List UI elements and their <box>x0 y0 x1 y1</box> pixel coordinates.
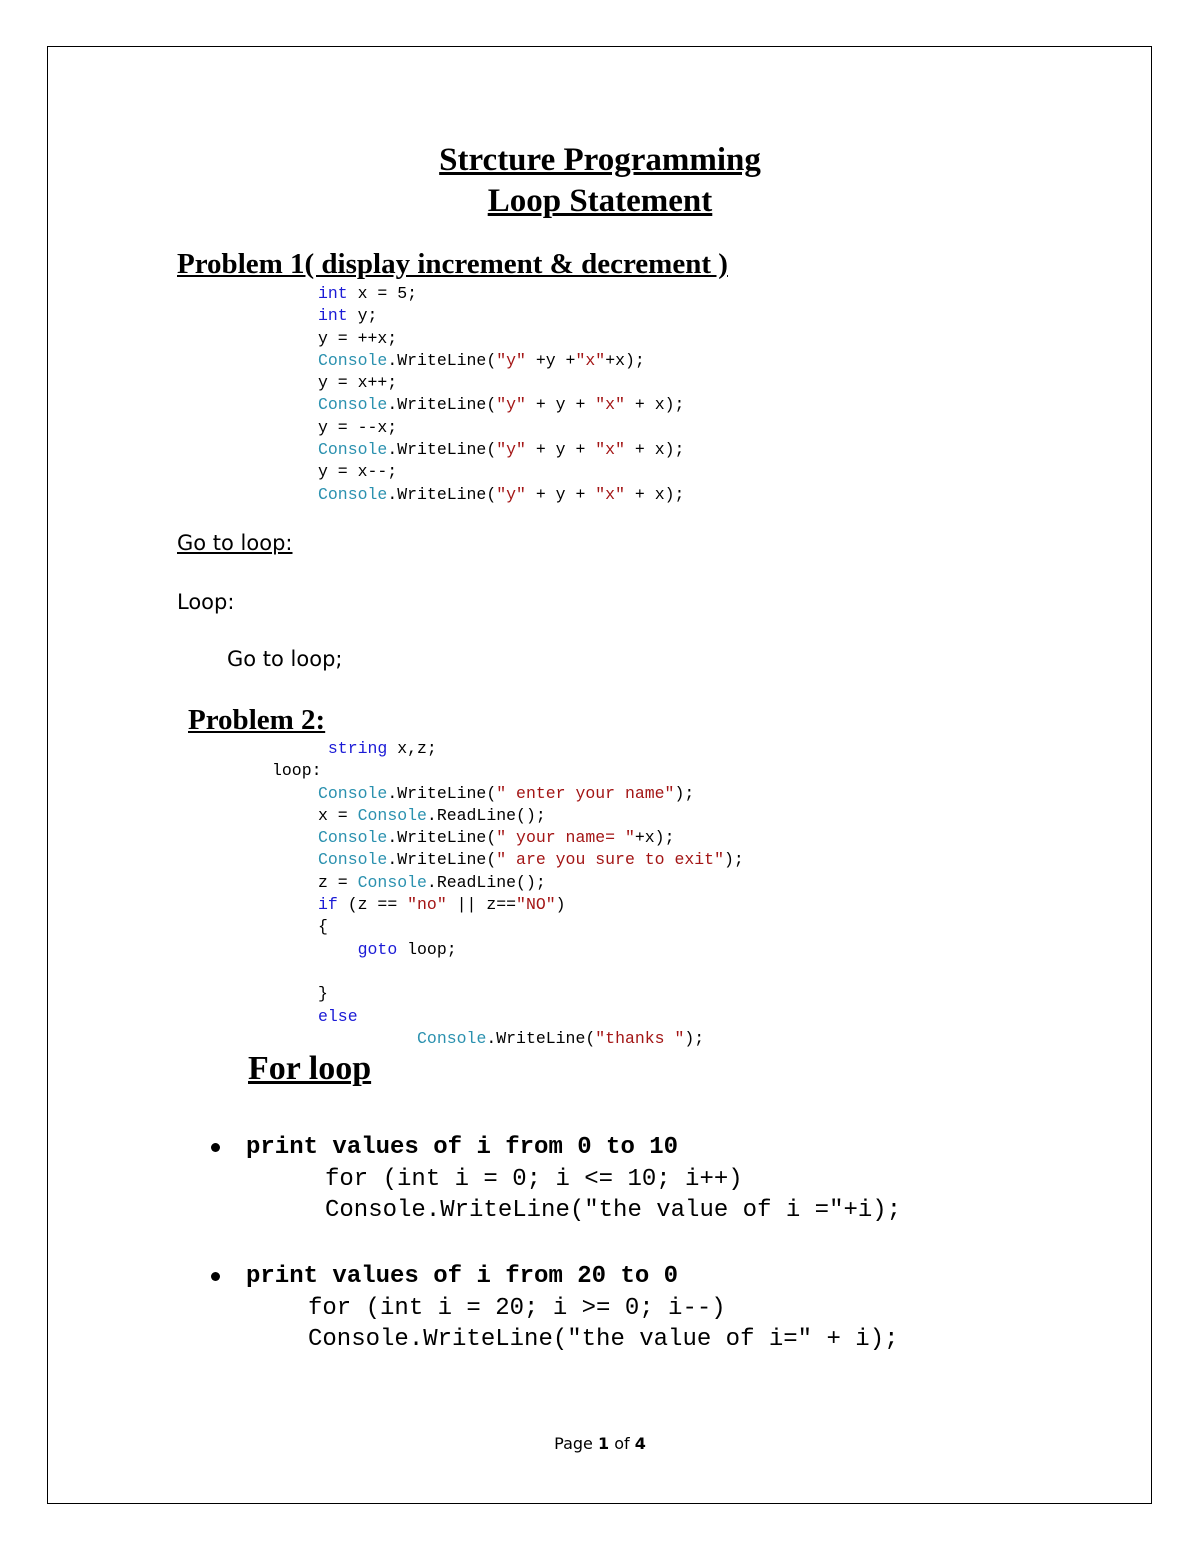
bullet-icon <box>211 1143 220 1152</box>
code-token: .ReadLine(); <box>426 872 546 892</box>
code-token: y = x++; <box>318 373 398 393</box>
goto-section-label: Go to loop: <box>177 531 293 555</box>
code-line <box>318 983 744 1005</box>
code-token: " your name= " <box>496 828 635 848</box>
code-token: ); <box>723 850 744 870</box>
code-token: "y" <box>496 395 526 415</box>
code-token: Console <box>318 484 388 504</box>
code-token: Console <box>318 783 388 803</box>
code-token: x = <box>318 805 358 825</box>
code-token: " enter your name" <box>496 783 675 803</box>
code-token: "x" <box>595 395 625 415</box>
code-token: "NO" <box>516 895 556 915</box>
code-token: .WriteLine( <box>387 850 497 870</box>
code-line <box>318 439 684 461</box>
code-line <box>318 461 684 483</box>
code-line <box>318 827 744 849</box>
code-line <box>318 417 684 439</box>
problem2-heading: Problem 2: <box>188 704 326 736</box>
code-token: + x); <box>624 395 685 415</box>
code-line <box>318 350 684 372</box>
code-line <box>318 961 744 983</box>
code-token: Console <box>318 828 388 848</box>
code-line <box>318 283 684 305</box>
code-token: ) <box>555 895 566 915</box>
code-token <box>318 739 328 758</box>
code-token: .ReadLine(); <box>426 805 546 825</box>
code-token: "x" <box>595 484 625 504</box>
code-token: .WriteLine( <box>486 1028 596 1048</box>
code-token: + y + <box>525 395 596 415</box>
code-token: string <box>327 739 388 758</box>
code-token: x = 5; <box>347 284 418 303</box>
code-line <box>318 1028 744 1050</box>
code-token: Console <box>318 440 388 460</box>
code-token: + x); <box>624 484 685 504</box>
code-token: y = --x; <box>318 417 398 437</box>
code-token: + y + <box>525 484 596 504</box>
code-line <box>272 760 744 782</box>
code-token: Console <box>318 395 388 415</box>
code-token: .WriteLine( <box>387 783 497 803</box>
problem2-code-block <box>272 738 744 1050</box>
code-line <box>318 916 744 938</box>
for-loop-1-header: for (int i = 0; i <= 10; i++) <box>325 1166 743 1193</box>
code-token <box>318 1029 417 1048</box>
code-token: .WriteLine( <box>387 395 497 415</box>
code-token: || z== <box>446 895 517 915</box>
code-token: + x); <box>624 440 685 460</box>
page-number-footer <box>0 1434 1200 1453</box>
code-line <box>318 484 684 506</box>
footer-middle: of <box>609 1434 635 1453</box>
code-line <box>318 1006 744 1028</box>
code-line <box>318 939 744 961</box>
code-token: .WriteLine( <box>387 484 497 504</box>
code-token: ); <box>674 783 695 803</box>
code-line <box>318 738 744 760</box>
code-token: Console <box>318 850 388 870</box>
code-line <box>318 328 684 350</box>
goto-statement: Go to loop; <box>227 647 343 671</box>
for-loop-2-body: Console.WriteLine("the value of i=" + i); <box>308 1326 899 1353</box>
code-token: "thanks " <box>595 1028 685 1048</box>
code-token: if <box>318 895 338 915</box>
code-token: +x); <box>605 350 645 370</box>
bullet-item-2: print values of i from 20 to 0 <box>246 1263 679 1290</box>
footer-prefix: Page <box>554 1434 598 1453</box>
code-token: .WriteLine( <box>387 440 497 460</box>
code-token <box>318 940 358 959</box>
code-token: { <box>318 917 328 937</box>
bullet-icon <box>211 1272 220 1281</box>
code-token: loop: <box>272 761 322 781</box>
code-token: Console <box>357 805 427 825</box>
for-loop-2-header: for (int i = 20; i >= 0; i--) <box>308 1295 726 1322</box>
code-token: .WriteLine( <box>387 350 497 370</box>
code-token: ); <box>684 1028 705 1048</box>
code-line <box>318 372 684 394</box>
code-line <box>318 394 684 416</box>
problem1-code-block <box>318 283 684 506</box>
code-token: y; <box>347 306 378 326</box>
code-token: "x" <box>575 350 606 370</box>
code-token: "y" <box>496 484 526 504</box>
code-line <box>318 783 744 805</box>
code-token: else <box>318 1006 358 1026</box>
code-token: goto <box>357 939 398 959</box>
code-token: y = x--; <box>318 462 398 482</box>
bullet-item-1: print values of i from 0 to 10 <box>246 1134 679 1161</box>
footer-page: 1 <box>597 1434 610 1453</box>
document-title: Strcture Programming <box>439 142 761 178</box>
code-token: "y" <box>496 440 526 460</box>
loop-label: Loop: <box>177 590 235 614</box>
footer-total: 4 <box>634 1434 646 1453</box>
for-loop-1-body: Console.WriteLine("the value of i ="+i); <box>325 1197 902 1224</box>
code-token: y = ++x; <box>318 328 398 348</box>
document-subtitle: Loop Statement <box>487 183 713 219</box>
code-token: "y" <box>496 350 526 370</box>
code-token: (z == <box>337 895 408 915</box>
problem1-heading: Problem 1( display increment & decrement ) <box>177 248 728 280</box>
code-token: x,z; <box>387 739 437 758</box>
code-token: int <box>318 284 348 303</box>
code-line <box>318 872 744 894</box>
for-loop-heading: For loop <box>248 1050 372 1087</box>
code-line <box>318 894 744 916</box>
code-token: int <box>318 306 348 326</box>
code-token: " are you sure to exit" <box>496 850 724 870</box>
code-token: +y + <box>525 350 576 370</box>
code-token: loop; <box>397 939 457 959</box>
code-line <box>318 849 744 871</box>
code-token: + y + <box>525 440 596 460</box>
code-token: Console <box>417 1028 487 1048</box>
code-token: Console <box>318 350 388 370</box>
code-line <box>318 805 744 827</box>
code-line <box>318 305 684 327</box>
code-token: "no" <box>407 895 447 915</box>
code-token: "x" <box>595 440 625 460</box>
code-token: } <box>318 984 328 1004</box>
code-token: +x); <box>634 828 675 848</box>
code-token: Console <box>357 872 427 892</box>
code-token: .WriteLine( <box>387 828 497 848</box>
code-token: z = <box>318 872 358 892</box>
